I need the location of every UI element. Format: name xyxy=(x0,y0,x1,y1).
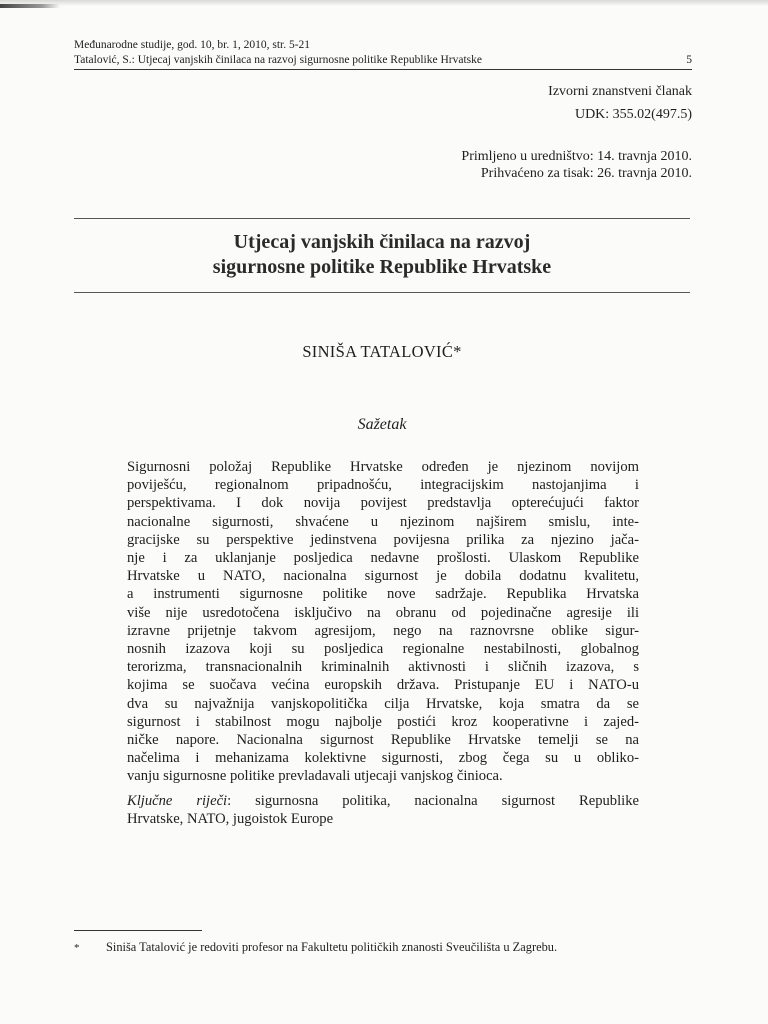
scan-edge xyxy=(0,0,768,6)
title-rule-bottom xyxy=(74,292,690,293)
footnote-mark: * xyxy=(74,942,80,954)
author-name: SINIŠA TATALOVIĆ* xyxy=(302,342,462,361)
keywords-text-1: : sigurnosna politika, nacionalna sigurnost Republike xyxy=(227,793,639,809)
keywords-label: Ključne riječi xyxy=(127,793,228,809)
scan-artifact xyxy=(0,4,60,8)
abstract-line: više nije usredotočena isključivo na obranu od pojedinačne agresije ili xyxy=(127,604,639,621)
article-title xyxy=(74,230,690,280)
abstract-line: poviješću, regionalnom pripadnošću, integracijskim nastojanjima i xyxy=(127,477,639,494)
submission-dates xyxy=(461,148,692,182)
footnote-rule xyxy=(74,930,202,931)
abstract-heading: Sažetak xyxy=(357,416,407,433)
abstract-line: Hrvatske u NATO, nacionalna sigurnost je dobila dodatnu kvalitetu, xyxy=(127,568,639,585)
keywords-text-2: Hrvatske, NATO, jugoistok Europe xyxy=(127,811,334,828)
keywords xyxy=(127,792,639,828)
abstract-line: izravne prijetnje takvom agresijom, nego na raznovrsne oblike sigur- xyxy=(127,622,639,639)
title-line-2: sigurnosne politike Republike Hrvatske xyxy=(212,256,552,278)
footnote xyxy=(74,940,694,956)
abstract-line: perspektivama. I dok novija povijest predstavlja opterećujući faktor xyxy=(127,495,639,512)
running-head xyxy=(74,38,692,70)
abstract-line: načelima i mehanizama kolektivne sigurnosti, zbog čega su u obliko- xyxy=(127,750,639,767)
abstract-line: Sigurnosni položaj Republike Hrvatske određen je njezinom novijom xyxy=(127,459,639,475)
abstract-body xyxy=(127,458,639,786)
title-rule-top xyxy=(74,218,690,219)
abstract-line: nacionalne sigurnosti, shvaćene u njezinom najširem smislu, inte- xyxy=(127,513,639,530)
article-type: Izvorni znanstveni članak xyxy=(548,84,692,99)
received-date: Primljeno u uredništvo: 14. travnja 2010. xyxy=(461,149,692,164)
abstract-line: gracijske su perspektive jedinstvena povijesna prilika za njezino jača- xyxy=(127,531,639,548)
journal-citation: Međunarodne studije, god. 10, br. 1, 2010, str. 5-21 xyxy=(74,39,311,51)
title-line-1: Utjecaj vanjskih činilaca na razvoj xyxy=(233,231,531,253)
abstract-line: nje i za uklanjanje posljedica nedavne prošlosti. Ulaskom Republike xyxy=(127,550,639,567)
keywords-line-1 xyxy=(127,792,639,810)
udk-code: UDK: 355.02(497.5) xyxy=(574,107,692,122)
footnote-text: Siniša Tatalović je redoviti profesor na Fakultetu političkih znanosti Sveučilišta u Zagrebu. xyxy=(106,940,558,954)
abstract-line: sigurnost i stabilnost mogu najbolje postići kroz kooperativne i zajed- xyxy=(127,713,639,730)
abstract-line: kojima se suočava većina europskih država. Pristupanje EU i NATO-u xyxy=(127,677,639,694)
article-citation: Tatalović, S.: Utjecaj vanjskih činilaca na razvoj sigurnosne politike Republike Hrvatske xyxy=(74,54,482,66)
abstract-line: nosnih izazova koji su posljedica regionalne nestabilnosti, globalnog xyxy=(127,641,639,658)
abstract-line: terorizma, transnacionalnih kriminalnih aktivnosti i sličnih izazova, s xyxy=(127,659,639,676)
article-citation-line xyxy=(74,53,692,70)
accepted-date: Prihvaćeno za tisak: 26. travnja 2010. xyxy=(480,166,692,181)
abstract-line: vanju sigurnosne politike prevladavali utjecaji vanjskog činioca. xyxy=(127,768,503,785)
abstract-line: dva su najvažnija vanjskopolitička cilja Hrvatske, koja smatra da se xyxy=(127,695,639,712)
abstract-line: ničke napore. Nacionalna sigurnost Republike Hrvatske temelji se na xyxy=(127,732,639,749)
page-number: 5 xyxy=(686,54,692,66)
abstract-line: a instrumenti sigurnosne politike nove sadržaje. Republika Hrvatska xyxy=(127,586,639,603)
